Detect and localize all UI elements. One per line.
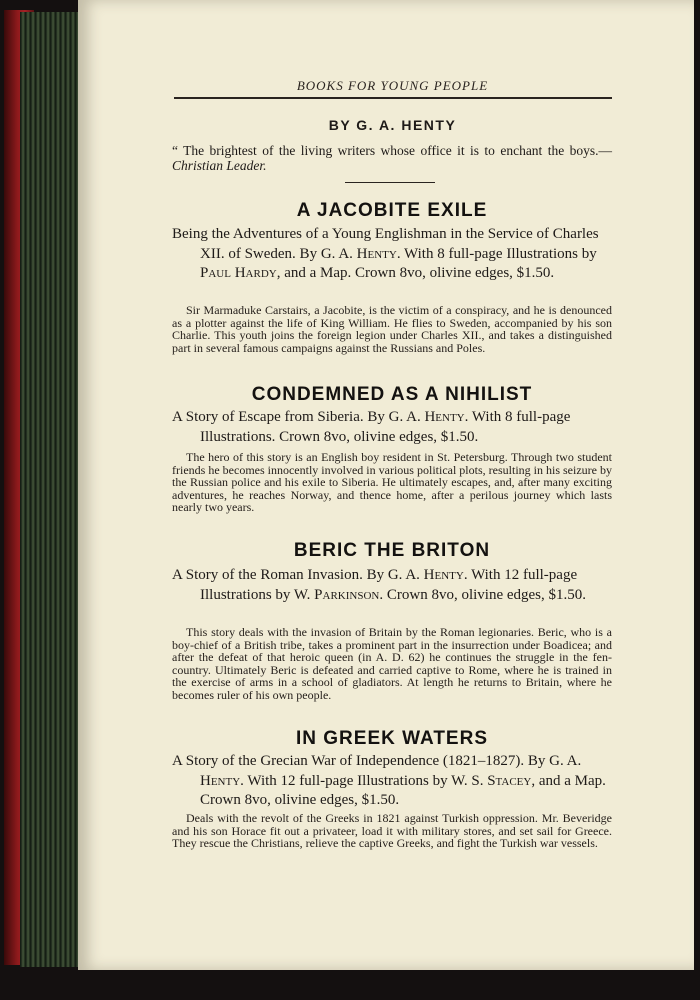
running-head: BOOKS FOR YOUNG PEOPLE: [296, 78, 489, 93]
book-summary: This story deals with the invasion of Britain by the Roman legionaries. Beric, who is a boy-chief of a British tribe, takes a prominent part in the insurrection under Boadicea; and after the defeat of that heroic queen (in A. D. 62) he continues the struggle in the fen-country. Ultimately Beric is defeated and carried captive to Rome, where he is trained in the exercise of arms in a school of gladiators. At length he returns to Britain, where he becomes ruler of his own people.: [172, 625, 612, 702]
book-description: A Story of Escape from Siberia. By G. A. Henty. With 8 full-page Illustrations. Crown 8vo, olivine edges, $1.50.: [172, 409, 571, 445]
quote-text: “ The brightest of the living writers whose office it is to enchant the boys.—: [172, 143, 612, 158]
book-summary: Sir Marmaduke Carstairs, a Jacobite, is the victim of a conspiracy, and he is denounced as a plotter against the life of King William. He flies to Sweden, accompanied by his son Charlie. This youth joins the foreign legion under Charles XII., and takes a distinguished part in several famous campaigns against the Russians and Poles.: [172, 303, 612, 355]
author-heading: BY G. A. HENTY: [328, 117, 457, 133]
book-description: A Story of the Grecian War of Independence (1821–1827). By G. A. Henty. With 12 full-page Illustrations by W. S. Stacey, and a Map. Crown 8vo, olivine edges, $1.50.: [172, 753, 606, 808]
book-description: A Story of the Roman Invasion. By G. A. Henty. With 12 full-page Illustrations by W. Parkinson. Crown 8vo, olivine edges, $1.50.: [172, 567, 587, 603]
book-summary: Deals with the revolt of the Greeks in 1821 against Turkish oppression. Mr. Beveridge and his son Horace fit out a privateer, load it with military stores, and set sail for Greece. They rescue the Christians, relieve the captive Greeks, and fight the Turkish war vessels.: [172, 811, 612, 851]
book-description: Being the Adventures of a Young Englishman in the Service of Charles XII. of Sweden. By G. A. Henty. With 8 full-page Illustrations by Paul Hardy, and a Map. Crown 8vo, olivine edges, $1.50.: [172, 226, 599, 281]
book-title: CONDEMNED AS A NIHILIST: [251, 384, 533, 405]
header-rule: [174, 97, 612, 99]
book-title: IN GREEK WATERS: [296, 728, 488, 749]
book-title: A JACOBITE EXILE: [296, 200, 488, 221]
author-quote: [172, 143, 612, 173]
quote-source: Christian Leader.: [172, 158, 267, 173]
book-summary: The hero of this story is an English boy resident in St. Petersburg. Through two student friends he becomes innocently involved in various political plots, resulting in his seizure by the Russian police and his exile to Siberia. He ultimately escapes, and, after many exciting adventures, he reaches Norway, and thence home, after a perilous journey which lasts nearly two years.: [172, 450, 612, 515]
book-title: BERIC THE BRITON: [293, 540, 491, 561]
section-divider: [345, 182, 435, 183]
